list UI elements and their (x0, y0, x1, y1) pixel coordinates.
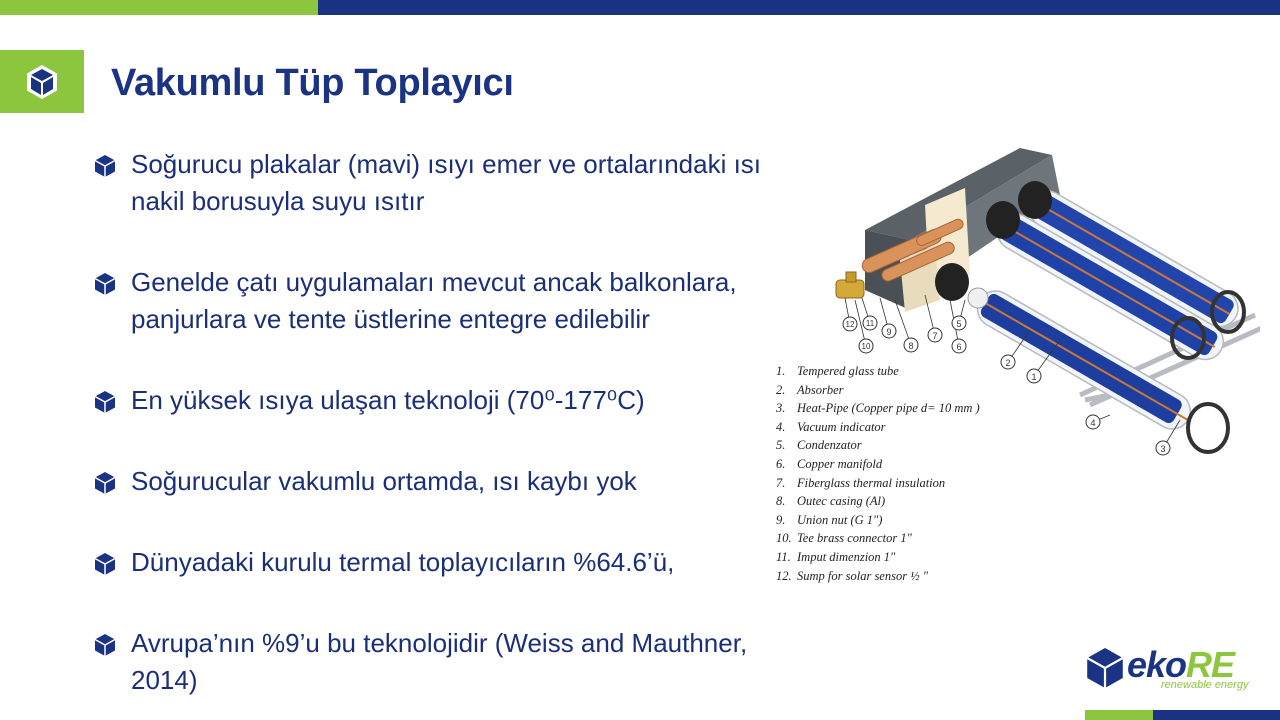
legend-num: 1. (776, 364, 786, 378)
legend-item (776, 455, 980, 474)
legend-label: Union nut (G 1") (797, 512, 883, 527)
legend-item (776, 567, 980, 586)
legend-item (776, 436, 980, 455)
svg-text:8: 8 (908, 341, 914, 351)
legend-num: 8. (776, 494, 786, 509)
ekore-cube-icon (1085, 648, 1125, 688)
bullet-item (94, 264, 814, 338)
bullet-item (94, 544, 814, 581)
svg-text:7: 7 (932, 331, 938, 341)
callout-6 (952, 339, 966, 353)
legend-label: Sump for solar sensor ½ " (797, 568, 928, 583)
svg-text:5: 5 (956, 319, 962, 329)
legend-item (776, 511, 980, 530)
legend-item (776, 362, 980, 381)
figure-legend (776, 362, 980, 585)
callout-8 (904, 338, 918, 352)
callout-10 (859, 339, 873, 353)
cube-bullet-icon (94, 472, 116, 494)
brass-connector (836, 272, 864, 298)
logo-wordmark-eko: eko (1127, 644, 1187, 685)
bullet-text: Genelde çatı uygulamaları mevcut ancak balkonlara, panjurlara ve tente üstlerine entegre edilebilir (131, 267, 737, 334)
callout-9 (882, 324, 896, 338)
bullet-text: Dünyadaki kurulu termal toplayıcıların %64.6’ü, (131, 547, 675, 577)
page-title: Vakumlu Tüp Toplayıcı (111, 62, 514, 104)
legend-num: 6. (776, 456, 786, 471)
cube-icon (24, 64, 60, 100)
legend-num: 3. (776, 401, 786, 416)
legend-label: Imput dimenzion 1" (797, 549, 896, 564)
legend-item (776, 399, 980, 418)
svg-text:4: 4 (1090, 418, 1096, 428)
legend-label: Copper manifold (797, 456, 883, 471)
legend-item (776, 381, 980, 400)
legend-num: 2. (776, 382, 786, 397)
legend-label: Vacuum indicator (797, 419, 886, 434)
legend-label: Tee brass connector 1" (797, 531, 912, 546)
bottom-accent-bar-blue (1153, 710, 1280, 720)
bullet-item (94, 463, 814, 500)
svg-text:1: 1 (1031, 372, 1037, 382)
callout-12 (843, 317, 857, 331)
bottom-accent-bar-green (1085, 710, 1153, 720)
bullet-item (94, 146, 814, 220)
legend-item (776, 492, 980, 511)
legend-label: Outec casing (Al) (797, 494, 886, 509)
bullet-text: En yüksek ısıya ulaşan teknoloji (70⁰-177⁰C) (131, 385, 645, 415)
svg-text:11: 11 (865, 319, 875, 328)
legend-num: 11. (776, 549, 791, 564)
logo-wordmark-re: RE (1186, 644, 1235, 685)
callout-3 (1156, 441, 1170, 455)
bullet-item (94, 625, 814, 699)
callout-11 (863, 316, 877, 330)
bullet-text: Avrupa’nın %9’u bu teknolojidir (Weiss and Mauthner, 2014) (131, 628, 748, 695)
legend-num: 10. (776, 531, 792, 546)
svg-text:3: 3 (1160, 444, 1166, 454)
legend-label: Fiberglass thermal insulation (797, 475, 946, 490)
callout-2 (1001, 355, 1015, 369)
legend-label: Heat-Pipe (Copper pipe d= 10 mm ) (797, 401, 980, 416)
legend-num: 12. (776, 568, 792, 583)
legend-item (776, 548, 980, 567)
svg-text:12: 12 (845, 320, 855, 329)
bullet-item (94, 382, 814, 419)
legend-num: 9. (776, 512, 786, 527)
bullet-list (94, 146, 814, 699)
bullet-text: Soğurucular vakumlu ortamda, ısı kaybı yok (131, 466, 637, 496)
svg-text:6: 6 (956, 342, 962, 352)
svg-text:2: 2 (1005, 358, 1011, 368)
legend-item (776, 418, 980, 437)
callout-4 (1086, 415, 1100, 429)
top-accent-bar-green (0, 0, 318, 15)
logo-tagline: renewable energy (1161, 679, 1249, 691)
cube-bullet-icon (94, 634, 116, 656)
callout-1 (1027, 369, 1041, 383)
svg-text:9: 9 (886, 327, 892, 337)
svg-text:10: 10 (861, 342, 871, 351)
legend-label: Tempered glass tube (797, 364, 899, 378)
cube-bullet-icon (94, 391, 116, 413)
callout-7 (928, 328, 942, 342)
ekore-logo (1085, 644, 1255, 694)
legend-item (776, 474, 980, 493)
cube-bullet-icon (94, 553, 116, 575)
legend-label: Absorber (797, 382, 844, 397)
title-badge (0, 50, 84, 113)
legend-label: Condenzator (797, 438, 862, 453)
bullet-text: Soğurucu plakalar (mavi) ısıyı emer ve ortalarındaki ısı nakil borusuyla suyu ısıtır (131, 149, 762, 216)
cube-bullet-icon (94, 273, 116, 295)
legend-num: 5. (776, 438, 786, 453)
legend-item (776, 529, 980, 548)
top-accent-bar-blue (318, 0, 1280, 15)
legend-num: 4. (776, 419, 786, 434)
legend-num: 7. (776, 475, 786, 490)
cube-bullet-icon (94, 155, 116, 177)
callout-5 (952, 316, 966, 330)
